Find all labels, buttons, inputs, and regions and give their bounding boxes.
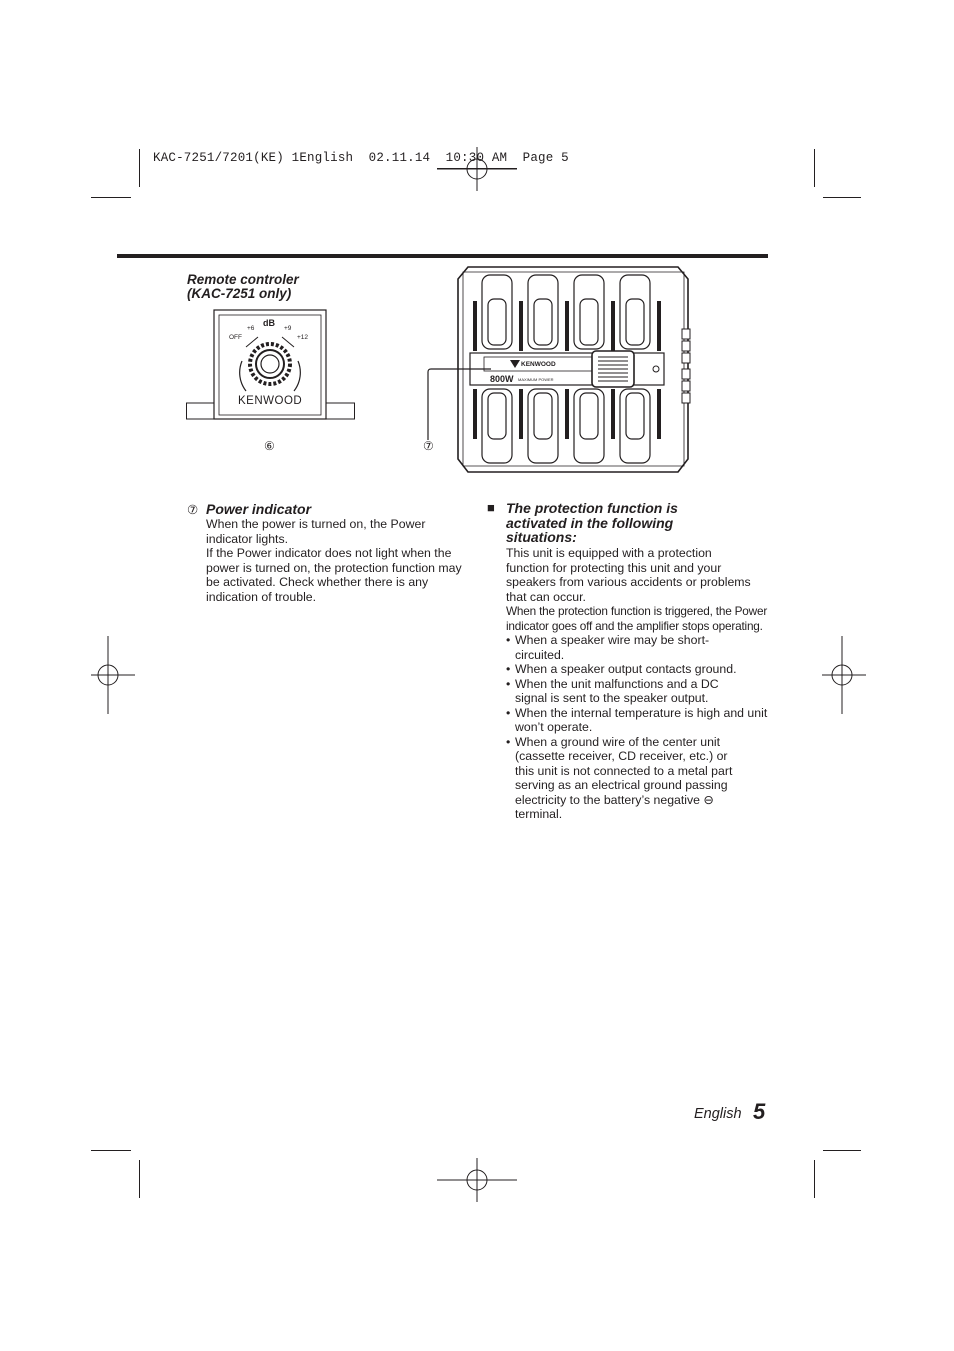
- protection-situation-3: • When the unit malfunctions and a DC signal is sent to the speaker output.: [506, 677, 772, 706]
- crop-mark-bottom-left-h: [91, 1150, 131, 1151]
- figure-title-line2: (KAC-7251 only): [187, 286, 292, 301]
- protection-body: [506, 546, 772, 822]
- crop-mark-top-right-v: [814, 149, 815, 187]
- callout-7-leader: [425, 368, 495, 440]
- registration-mark-left: [91, 636, 135, 714]
- power-indicator-heading: Power indicator: [206, 501, 312, 517]
- power-indicator-marker: ⑦: [187, 503, 199, 517]
- remote-scale-12: +12: [297, 334, 309, 341]
- remote-brand-label: KENWOOD: [238, 395, 303, 407]
- protection-intro-2: When the protection function is triggered, the Power indicator goes off and the amplifier stops operating.: [506, 604, 768, 633]
- crop-mark-bottom-right-v: [814, 1160, 815, 1198]
- crop-mark-top-left-v: [139, 149, 140, 187]
- protection-heading-line3: situations:: [506, 529, 577, 545]
- crop-mark-top-right-h: [823, 197, 861, 198]
- crop-mark-top-left-h: [91, 197, 131, 198]
- protection-situation-1: • When a speaker wire may be short-circuited.: [506, 633, 772, 662]
- figure-title-line1: Remote controler: [187, 272, 299, 287]
- remote-scale-9: +9: [284, 325, 292, 332]
- remote-db-label: dB: [263, 318, 275, 328]
- callout-7: ⑦: [423, 439, 434, 453]
- amp-power-rating: 800W: [490, 374, 514, 384]
- figure-title: [187, 273, 299, 301]
- power-indicator-paragraph-2: If the Power indicator does not light when the power is turned on, the protection function may be activated. Check whether there is any indication of trouble.: [206, 546, 462, 604]
- remote-scale-6: +6: [247, 325, 255, 332]
- protection-situations-list: [506, 633, 772, 822]
- registration-mark-bottom: [437, 1158, 517, 1202]
- protection-intro: This unit is equipped with a protection function for protecting this unit and your speakers from various accidents or problems that can occur.: [506, 546, 751, 604]
- remote-controller-illustration: [186, 309, 356, 421]
- protection-heading-line1: The protection function is: [506, 500, 678, 516]
- protection-situation-2: • When a speaker output contacts ground.: [506, 662, 772, 677]
- registration-mark-right: [822, 636, 866, 714]
- protection-heading: [506, 501, 678, 545]
- callout-6: ⑥: [264, 439, 275, 453]
- print-slug: KAC-7251/7201(KE) 1English 02.11.14 10:30 AM Page 5: [153, 151, 569, 165]
- crop-mark-bottom-right-h: [823, 1150, 861, 1151]
- protection-situation-5: • When a ground wire of the center unit (cassette receiver, CD receiver, etc.) or this unit is not connected to a metal part serving as an electrical ground passing electricity to the battery’s negative ⊖ terminal.: [506, 735, 772, 822]
- amp-brand-label: KENWOOD: [521, 361, 556, 368]
- protection-heading-line2: activated in the following: [506, 514, 674, 531]
- page-number: 5: [753, 1099, 766, 1124]
- crop-mark-bottom-left-v: [139, 1160, 140, 1198]
- remote-off-label: OFF: [229, 334, 242, 341]
- power-indicator-body: [206, 517, 462, 604]
- section-rule: [117, 254, 768, 258]
- protection-situation-4: • When the internal temperature is high and unit won’t operate.: [506, 706, 772, 735]
- footer-language: English: [694, 1106, 742, 1122]
- power-indicator-paragraph-1: When the power is turned on, the Power indicator lights.: [206, 517, 426, 546]
- amp-power-subtitle: MAXIMUM POWER: [518, 377, 554, 382]
- slug-underline: [437, 168, 517, 169]
- protection-marker: ■: [487, 500, 495, 515]
